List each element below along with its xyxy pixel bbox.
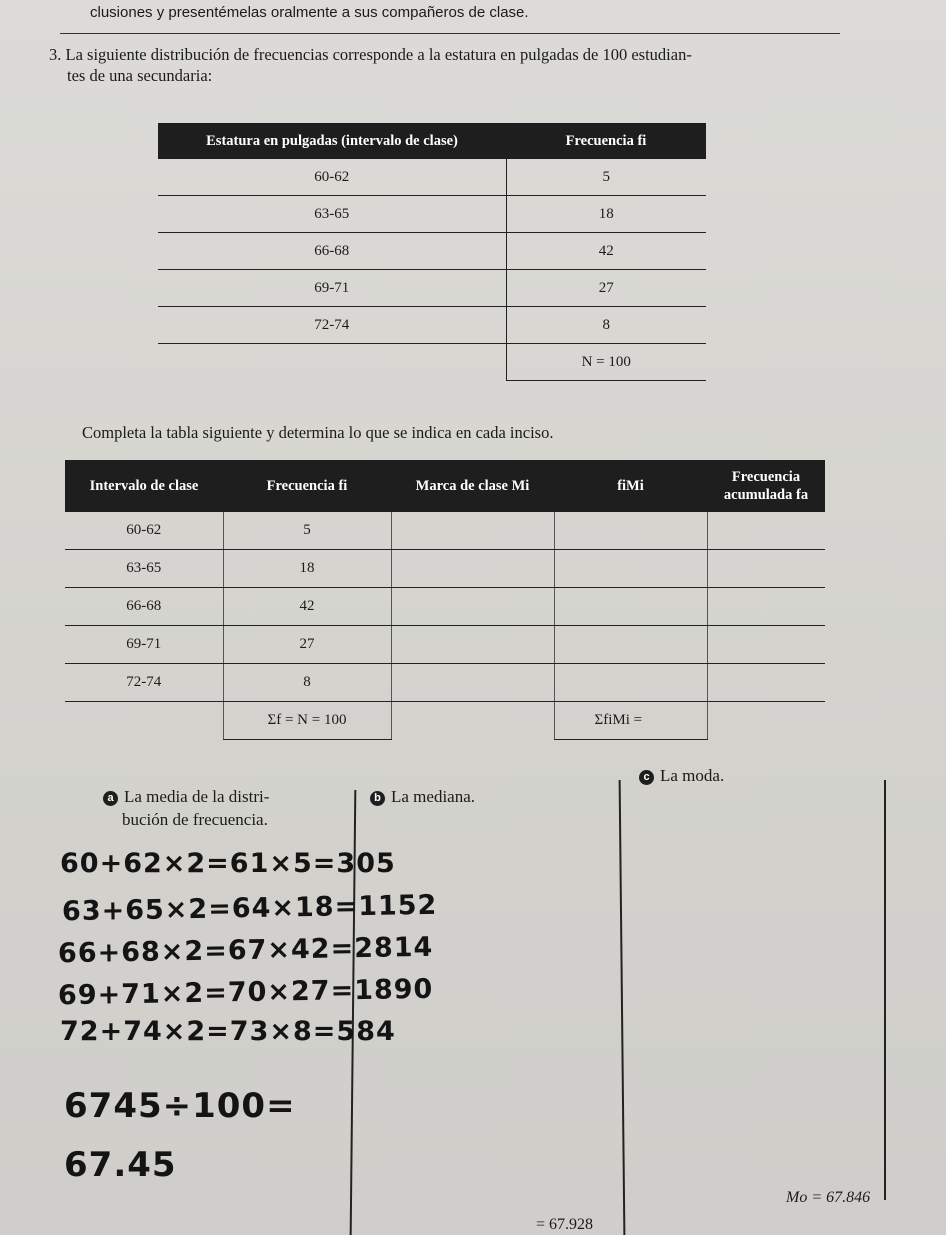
table-header-row: [158, 123, 706, 159]
cell-frequency: 5: [223, 512, 391, 550]
cell-fm[interactable]: [554, 626, 707, 664]
cell-class-mark[interactable]: [391, 588, 554, 626]
column-divider-2: [619, 780, 625, 1235]
table-row: [158, 196, 706, 233]
header-interval: Intervalo de clase: [65, 460, 223, 512]
section-b-text: La mediana.: [391, 787, 476, 806]
cell-class-mark[interactable]: [391, 512, 554, 550]
handwritten-line: 63+65×2=64×18=1152: [61, 889, 438, 928]
table-row: [158, 233, 706, 270]
handwritten-line: 69+71×2=70×27=1890: [57, 973, 434, 1012]
handwritten-line: 6745÷100=: [64, 1086, 296, 1126]
section-b-label: [370, 786, 475, 807]
header-divider: [60, 33, 840, 34]
table-row: [65, 588, 825, 626]
cell-class-mark[interactable]: [391, 664, 554, 702]
cell-interval: 63-65: [158, 196, 506, 233]
cell-frequency: 42: [223, 588, 391, 626]
section-c-text: La moda.: [660, 766, 725, 785]
problem-statement: [49, 44, 849, 65]
cell-fm[interactable]: [554, 588, 707, 626]
median-answer: = 67.928: [536, 1216, 594, 1233]
cell-class-mark[interactable]: [391, 626, 554, 664]
cell-fm[interactable]: [554, 550, 707, 588]
problem-number: 3.: [49, 45, 62, 64]
section-b-marker: b: [370, 791, 385, 806]
cell-frequency: 18: [223, 550, 391, 588]
total-fm[interactable]: ΣfiMi =: [554, 702, 707, 740]
cell-interval: 69-71: [65, 626, 223, 664]
cell-cumulative[interactable]: [707, 550, 825, 588]
table-row: [65, 626, 825, 664]
cell-frequency: 27: [223, 626, 391, 664]
section-a-label: [103, 786, 269, 807]
table-row: [65, 664, 825, 702]
handwritten-line: 60+62×2=61×5=305: [60, 848, 396, 879]
cell-frequency: 18: [506, 196, 706, 233]
header-class-mark: Marca de clase Mi: [391, 460, 554, 512]
cell-interval: 72-74: [65, 664, 223, 702]
section-a-line1: La media de la distri-: [124, 787, 270, 806]
cell-frequency: 42: [506, 233, 706, 270]
cell-cumulative[interactable]: [707, 664, 825, 702]
cell-cumulative[interactable]: [707, 512, 825, 550]
table-header-row: [65, 460, 825, 512]
cell-frequency: 8: [506, 307, 706, 344]
handwritten-line: 66+68×2=67×42=2814: [57, 931, 434, 970]
section-c-label: [639, 765, 724, 786]
table-row: [158, 307, 706, 344]
table-row: [65, 550, 825, 588]
completion-table: [65, 460, 825, 740]
handwritten-line: 67.45: [64, 1145, 177, 1185]
cell-interval: 66-68: [158, 233, 506, 270]
cell-interval: 63-65: [65, 550, 223, 588]
header-fm: fiMi: [554, 460, 707, 512]
cell-class-mark[interactable]: [391, 550, 554, 588]
table-row: [65, 512, 825, 550]
table-row: [158, 270, 706, 307]
empty-cell: [391, 702, 554, 740]
header-cumulative: Frecuencia acumulada fa: [707, 460, 825, 512]
table-row: [158, 159, 706, 196]
top-fragment: clusiones y presentémelas oralmente a sus compañeros de clase.: [90, 4, 529, 21]
empty-cell: [158, 344, 506, 381]
problem-text-1: La siguiente distribución de frecuencias corresponde a la estatura en pulgadas de 100 estudian-: [65, 45, 692, 64]
cell-cumulative[interactable]: [707, 626, 825, 664]
cell-interval: 69-71: [158, 270, 506, 307]
header-interval: Estatura en pulgadas (intervalo de clase): [158, 123, 506, 159]
section-a-marker: a: [103, 791, 118, 806]
cell-cumulative[interactable]: [707, 588, 825, 626]
empty-cell: [65, 702, 223, 740]
mode-answer: Mo = 67.846: [786, 1189, 871, 1206]
cell-interval: 60-62: [158, 159, 506, 196]
header-frequency: Frecuencia fi: [506, 123, 706, 159]
cell-frequency: 8: [223, 664, 391, 702]
table-total-row: [65, 702, 825, 740]
cell-fm[interactable]: [554, 512, 707, 550]
total-n: N = 100: [506, 344, 706, 381]
cell-fm[interactable]: [554, 664, 707, 702]
handwritten-line: 72+74×2=73×8=584: [60, 1016, 396, 1047]
section-a-label-2: bución de frecuencia.: [122, 810, 268, 829]
empty-cell: [707, 702, 825, 740]
header-frequency: Frecuencia fi: [223, 460, 391, 512]
table-total-row: [158, 344, 706, 381]
cell-interval: 66-68: [65, 588, 223, 626]
cell-interval: 60-62: [65, 512, 223, 550]
column-divider-3: [884, 780, 886, 1200]
instruction: Completa la tabla siguiente y determina lo que se indica en cada inciso.: [82, 423, 554, 442]
section-c-marker: c: [639, 770, 654, 785]
cell-interval: 72-74: [158, 307, 506, 344]
total-frequency: Σf = N = 100: [223, 702, 391, 740]
frequency-table: [158, 123, 706, 381]
cell-frequency: 27: [506, 270, 706, 307]
cell-frequency: 5: [506, 159, 706, 196]
problem-text-2: tes de una secundaria:: [67, 66, 213, 85]
